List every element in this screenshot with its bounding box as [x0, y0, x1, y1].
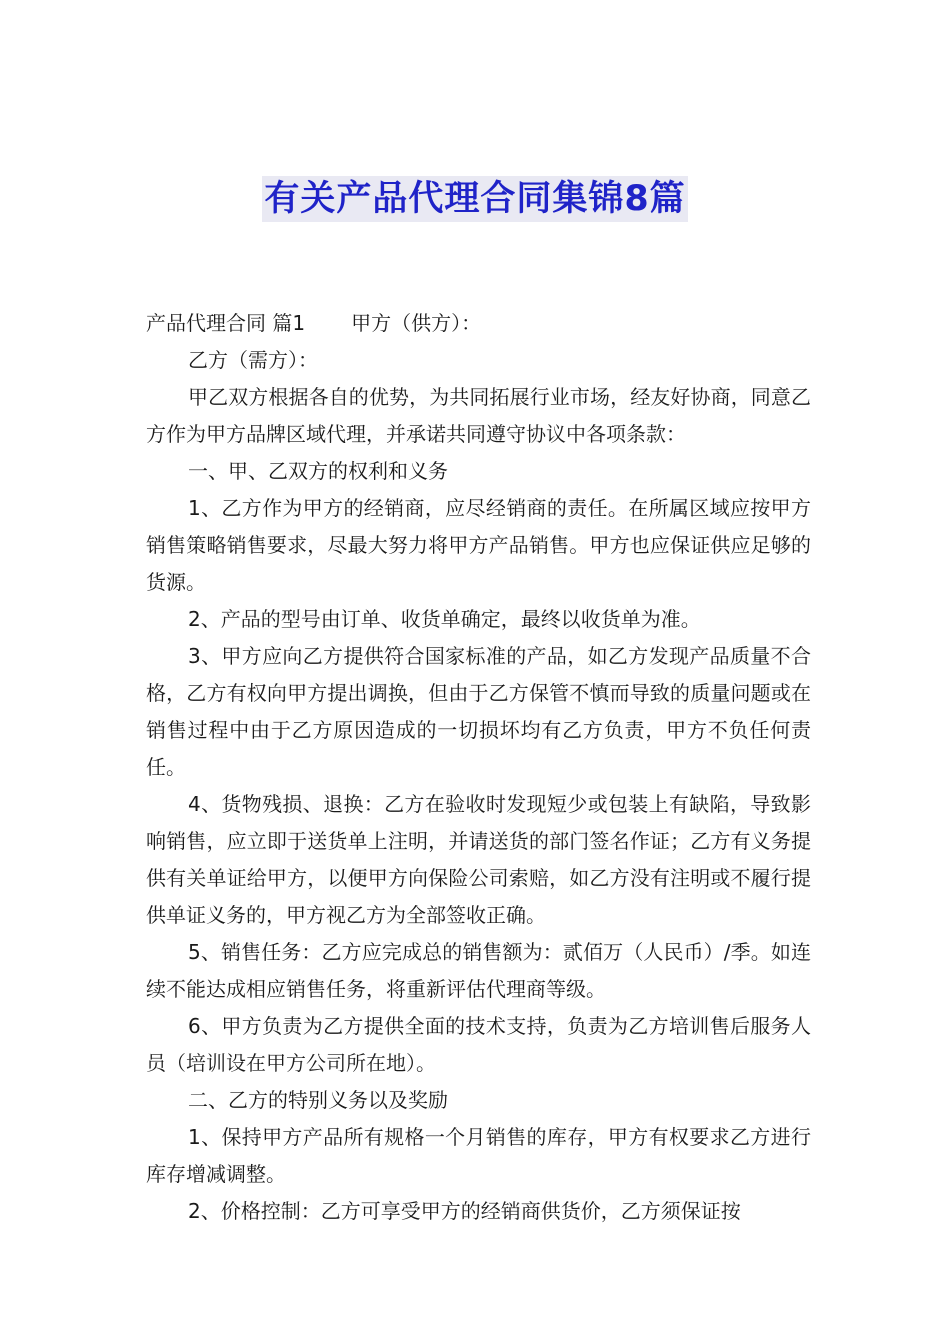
paragraph: 2、产品的型号由订单、收货单确定，最终以收货单为准。 [188, 607, 701, 631]
paragraph: 4、货物残损、退换：乙方在验收时发现短少或包装上有缺陷，导致影响销售，应立即于送货单上注明，并请送货的部门签名作证；乙方有义务提供有关单证给甲方，以便甲方向保险公司索赔，如乙方没有注明或不履行提供单证义务的，甲方视乙方为全部签收正确。 [146, 792, 811, 927]
title-block [0, 176, 950, 222]
paragraph: 5、销售任务：乙方应完成总的销售额为：贰佰万（人民币）/季。如连续不能达成相应销售任务，将重新评估代理商等级。 [146, 940, 811, 1001]
paragraph: 2、价格控制：乙方可享受甲方的经销商供货价，乙方须保证按 [188, 1199, 741, 1223]
heading-label: 产品代理合同 篇1 [146, 311, 306, 335]
party-a-label: 甲方（供方）： [351, 311, 482, 335]
paragraph: 1、乙方作为甲方的经销商，应尽经销商的责任。在所属区域应按甲方销售策略销售要求，尽最大努力将甲方产品销售。甲方也应保证供应足够的货源。 [146, 496, 811, 594]
paragraph: 6、甲方负责为乙方提供全面的技术支持，负责为乙方培训售后服务人员（培训设在甲方公司所在地）。 [146, 1014, 811, 1075]
document-title: 有关产品代理合同集锦8篇 [262, 176, 687, 222]
section-heading: 二、乙方的特别义务以及奖励 [188, 1088, 448, 1112]
paragraph: 甲乙双方根据各自的优势，为共同拓展行业市场，经友好协商，同意乙方作为甲方品牌区域代理，并承诺共同遵守协议中各项条款： [146, 385, 811, 446]
section-heading: 一、甲、乙双方的权利和义务 [188, 459, 448, 483]
document-body [146, 305, 811, 1230]
paragraph: 1、保持甲方产品所有规格一个月销售的库存，甲方有权要求乙方进行库存增减调整。 [146, 1125, 811, 1186]
paragraph: 3、甲方应向乙方提供符合国家标准的产品，如乙方发现产品质量不合格，乙方有权向甲方提出调换，但由于乙方保管不慎而导致的质量问题或在销售过程中由于乙方原因造成的一切损坏均有乙方负责，甲方不负任何责任。 [146, 644, 811, 779]
paragraph-heading [146, 305, 811, 342]
paragraph: 乙方（需方）： [188, 348, 318, 372]
